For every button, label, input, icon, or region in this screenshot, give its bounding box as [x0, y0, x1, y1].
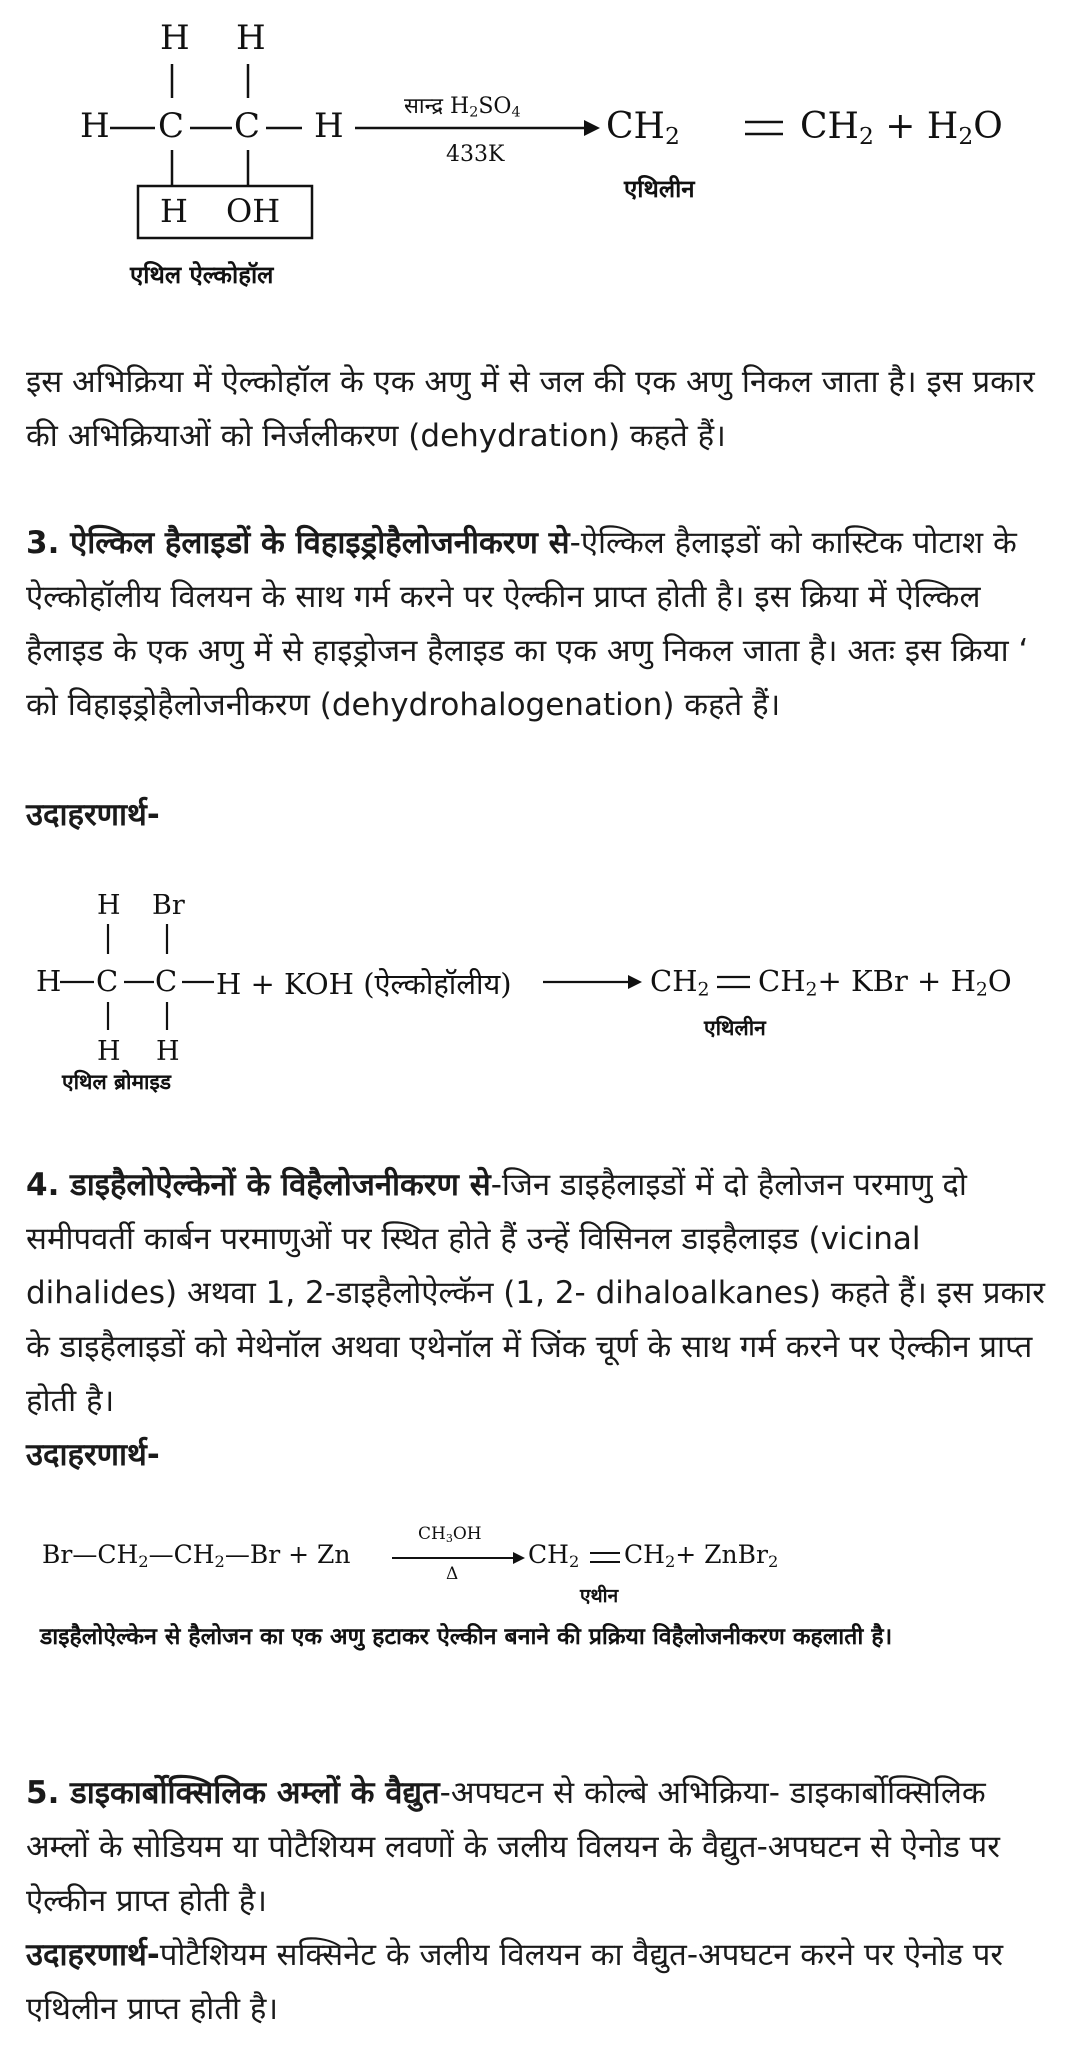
atom-h: H: [97, 890, 121, 921]
section-3-text: 3. ऐल्किल हैलाइडों के विहाइड्रोहैलोजनीकरण से-ऐल्किल हैलाइडों को कास्टिक पोटाश के ऐल्कोहॉलीय विलयन के साथ गर्म करने पर ऐल्कीन प्राप्त होती है। इस क्रिया में ऐल्किल हैलाइड के एक अणु में से हाइड्रोजन हैलाइड का एक अणु निकल जाता है। अतः इस क्रिया ‘ को विहाइड्रोहैलोजनीकरण (dehydrohalogenation) कहते हैं।: [26, 525, 1029, 723]
reaction-figure-ethyl-bromide: [0, 890, 1080, 1100]
dehalogenation-note: डाइहैलोऐल्केन से हैलोजन का एक अणु हटाकर ऐल्कीन बनाने की प्रक्रिया विहैलोजनीकरण कहलाती है।: [40, 1623, 893, 1650]
paragraph-dehydration: इस अभिक्रिया में ऐल्कोहॉल के एक अणु में से जल की एक अणु निकल जाता है। इस प्रकार की अभिक्रियाओं को निर्जलीकरण (dehydration) कहते हैं।: [26, 364, 1035, 454]
atom-br: Br: [152, 890, 185, 921]
atom-h: H: [156, 1036, 180, 1067]
hydroxyl-group: OH: [226, 192, 281, 230]
product-name: एथिलीन: [624, 174, 695, 203]
section-5-text: 5. डाइकार्बोक्सिलिक अम्लों के वैद्युत-अपघटन से कोल्बे अभिक्रिया- डाइकार्बोक्सिलिक अम्लों के सोडियम या पोटैशियम लवणों के जलीय विलयन के वैद्युत-अपघटन से ऐनोड पर ऐल्कीन प्राप्त होती है।: [26, 1775, 1000, 1919]
product-formula: $CH_2$: [650, 964, 710, 1001]
product-formula: $CH_2+$ KBr + $H_2O$: [758, 964, 1012, 1001]
atom-h: H: [160, 192, 188, 230]
product-formula: $CH_2 + H_2O$: [800, 106, 1003, 150]
reactant-name: एथिल ब्रोमाइड: [62, 1069, 171, 1094]
product-name: एथीन: [580, 1585, 619, 1607]
section-3-heading: 3. ऐल्किल हैलाइडों के विहाइड्रोहैलोजनीकरण से: [26, 525, 570, 561]
section-4-heading: 4. डाइहैलोऐल्केनों के विहैलोजनीकरण से: [26, 1167, 491, 1203]
example-label: उदाहरणार्थ-: [26, 1437, 160, 1473]
atom-c: C: [234, 106, 261, 146]
reactant-rest: H + KOH (ऐल्कोहॉलीय): [216, 967, 512, 1001]
atom-h: H: [314, 106, 344, 146]
example-label: उदाहरणार्थ-: [26, 1937, 160, 1973]
atom-c: C: [158, 106, 185, 146]
example-label: उदाहरणार्थ-: [26, 797, 160, 833]
reactant-name: एथिल ऐल्कोहॉल: [130, 260, 274, 289]
condition-top: $CH_3OH$: [418, 1524, 482, 1545]
reaction-figure-dihalide: [0, 1520, 1080, 1620]
atom-c: C: [155, 964, 178, 998]
reagent-label: सान्द्र $H_2SO_4$: [404, 94, 521, 121]
product-formula: $CH_2+$ ZnBr$_2$: [624, 1540, 779, 1572]
atom-h: H: [36, 964, 62, 998]
atom-h: H: [236, 18, 266, 58]
atom-h: H: [97, 1036, 121, 1067]
section-5-heading: 5. डाइकार्बोक्सिलिक अम्लों के वैद्युत: [26, 1775, 440, 1811]
section-4-text: 4. डाइहैलोऐल्केनों के विहैलोजनीकरण से-जिन डाइहैलाइडों में दो हैलोजन परमाणु दो समीपवर्ती कार्बन परमाणुओं पर स्थित होते हैं उन्हें विसिनल डाइहैलाइड (vicinal dihalides) अथवा 1, 2-डाइहैलोऐल्कॅन (1, 2- dihaloalkanes) कहते हैं। इस प्रकार के डाइहैलाइडों को मेथेनॉल अथवा एथेनॉल में जिंक चूर्ण के साथ गर्म करने पर ऐल्कीन प्राप्त होती है।: [26, 1167, 1045, 1419]
product-name: एथिलीन: [704, 1015, 766, 1040]
product-formula: $CH_2$: [528, 1540, 580, 1572]
temperature-label: 433K: [446, 142, 505, 167]
reactant-formula: $Br—CH_2—CH_2—Br + Zn$: [42, 1540, 351, 1572]
product-formula: $CH_2$: [606, 106, 680, 150]
atom-h: H: [160, 18, 190, 58]
atom-h: H: [80, 106, 110, 146]
reaction-figure-ethanol-dehydration: [0, 0, 1080, 300]
atom-c: C: [96, 964, 119, 998]
condition-heat: Δ: [446, 1564, 459, 1584]
section-5-example: उदाहरणार्थ-पोटैशियम सक्सिनेट के जलीय विलयन का वैद्युत-अपघटन करने पर ऐनोड पर एथिलीन प्राप्त होती है।: [26, 1937, 1004, 2027]
